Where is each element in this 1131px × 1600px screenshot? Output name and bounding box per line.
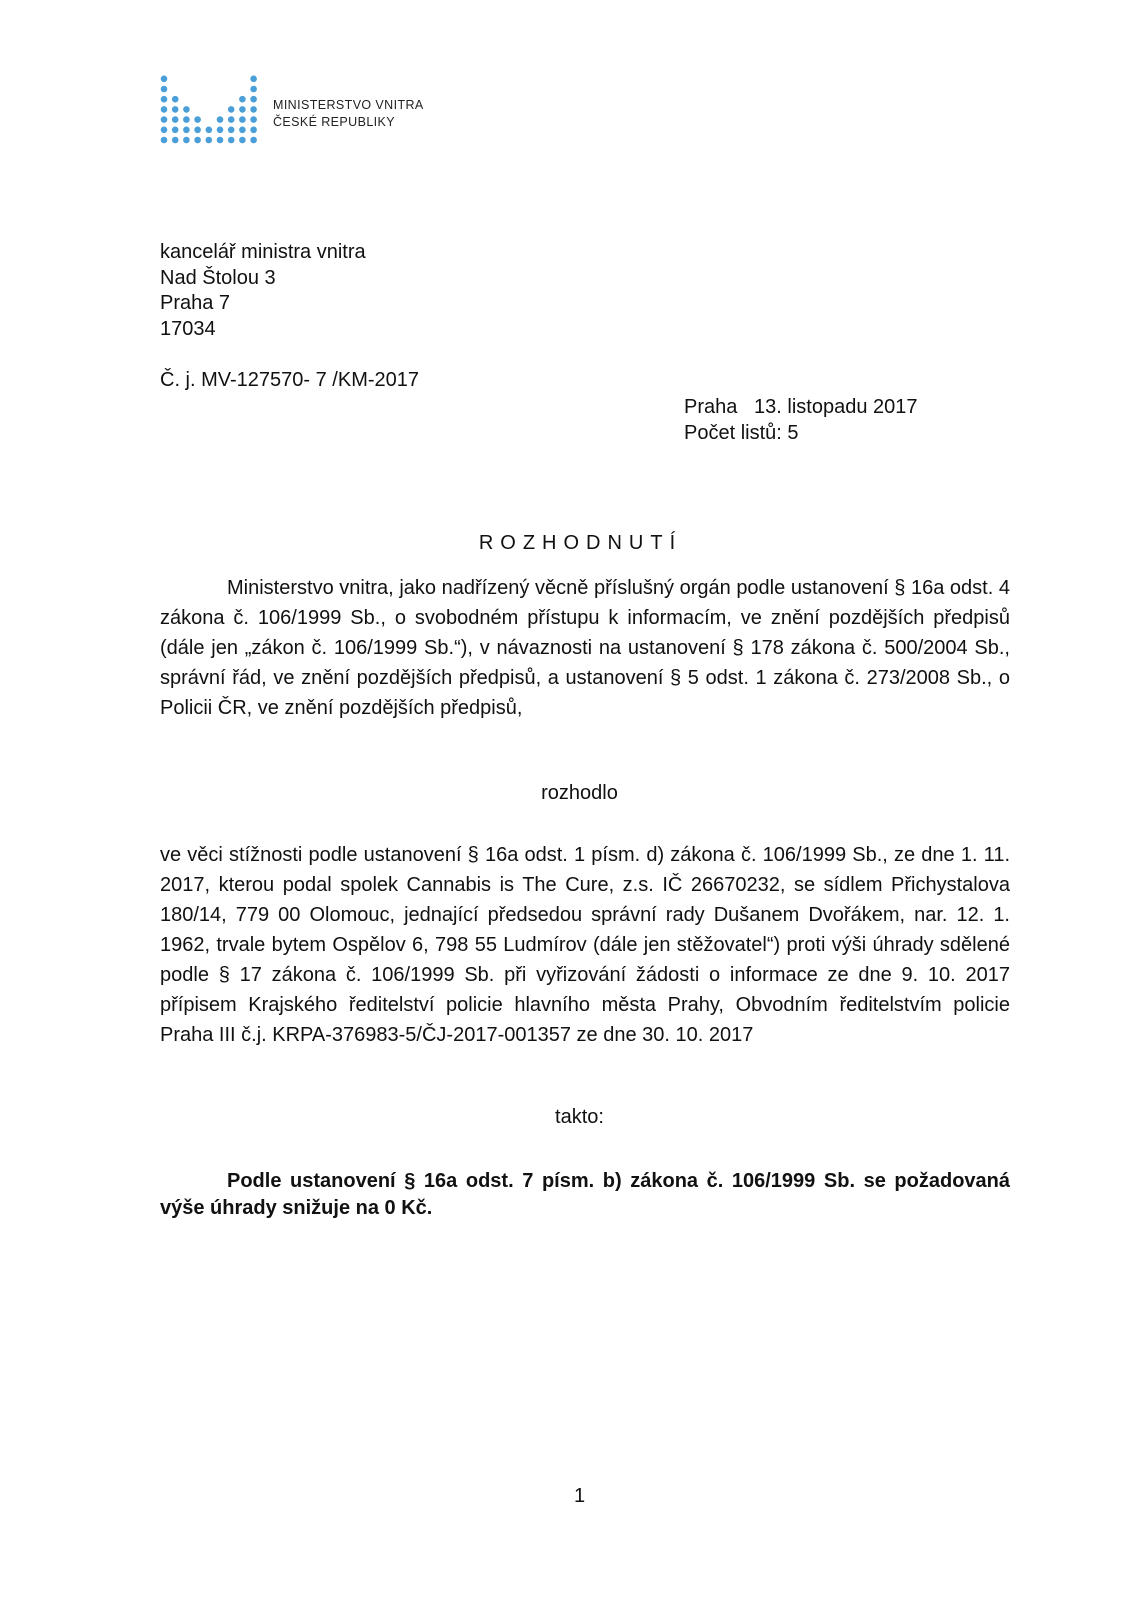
paragraph-complaint: ve věci stížnosti podle ustanovení § 16a odst. 1 písm. d) zákona č. 106/1999 Sb., ze dne 1. 11. 2017, kterou podal spolek Cannabis is The Cure, z.s. IČ 26670232, se sídlem Přichystalova 180/14, 779 00 Olomouc, jednající předsedou správní rady Dušanem Dvořákem, nar. 12. 1. 1962, trvale bytem Ospělov 6, 798 55 Ludmírov (dále jen stěžovatel“) proti výši úhrady sdělené podle § 17 zákona č. 106/1999 Sb. při vyřizování žádosti o informace ze dne 9. 10. 2017 přípisem Krajského ředitelství policie hlavního města Prahy, Obvodním ředitelstvím policie Praha III č.j. KRPA-376983-5/ČJ-2017-001357 ze dne 30. 10. 2017	[160, 844, 1010, 1046]
verdict-text: Podle ustanovení § 16a odst. 7 písm. b) zákona č. 106/1999 Sb. se požadovaná výše úhrady snižuje na 0 Kč.	[160, 1170, 1010, 1219]
ministry-logo-icon	[160, 66, 260, 144]
reference-number: Č. j. MV-127570- 7 /KM-2017	[160, 369, 420, 391]
document-title: ROZHODNUTÍ	[478, 532, 683, 554]
place-date: Praha 13. listopadu 2017	[684, 396, 918, 418]
recipient-address	[160, 240, 366, 342]
logo-line-2: ČESKÉ REPUBLIKY	[273, 115, 396, 129]
address-line-4: 17034	[160, 317, 216, 340]
thus-label: takto:	[555, 1106, 604, 1128]
address-line-2: Nad Štolou 3	[160, 266, 276, 289]
date-block	[684, 394, 918, 446]
logo-text	[273, 97, 424, 131]
decided-label: rozhodlo	[541, 782, 618, 804]
address-line-3: Praha 7	[160, 292, 231, 314]
page-number: 1	[573, 1485, 586, 1507]
paragraph-intro: Ministerstvo vnitra, jako nadřízený věcně příslušný orgán podle ustanovení § 16a odst. 4 zákona č. 106/1999 Sb., o svobodném přístupu k informacím, ve znění pozdějších předpisů (dále jen „zákon č. 106/1999 Sb.“), v návaznosti na ustanovení § 178 zákona č. 500/2004 Sb., správní řád, ve znění pozdějších předpisů, a ustanovení § 5 odst. 1 zákona č. 273/2008 Sb., o Policii ČR, ve znění pozdějších předpisů,	[160, 577, 1010, 719]
logo-line-1: MINISTERSTVO VNITRA	[273, 98, 424, 112]
sheet-count: Počet listů: 5	[684, 422, 799, 444]
ministry-logo	[160, 66, 424, 144]
address-line-1: kancelář ministra vnitra	[160, 241, 366, 263]
